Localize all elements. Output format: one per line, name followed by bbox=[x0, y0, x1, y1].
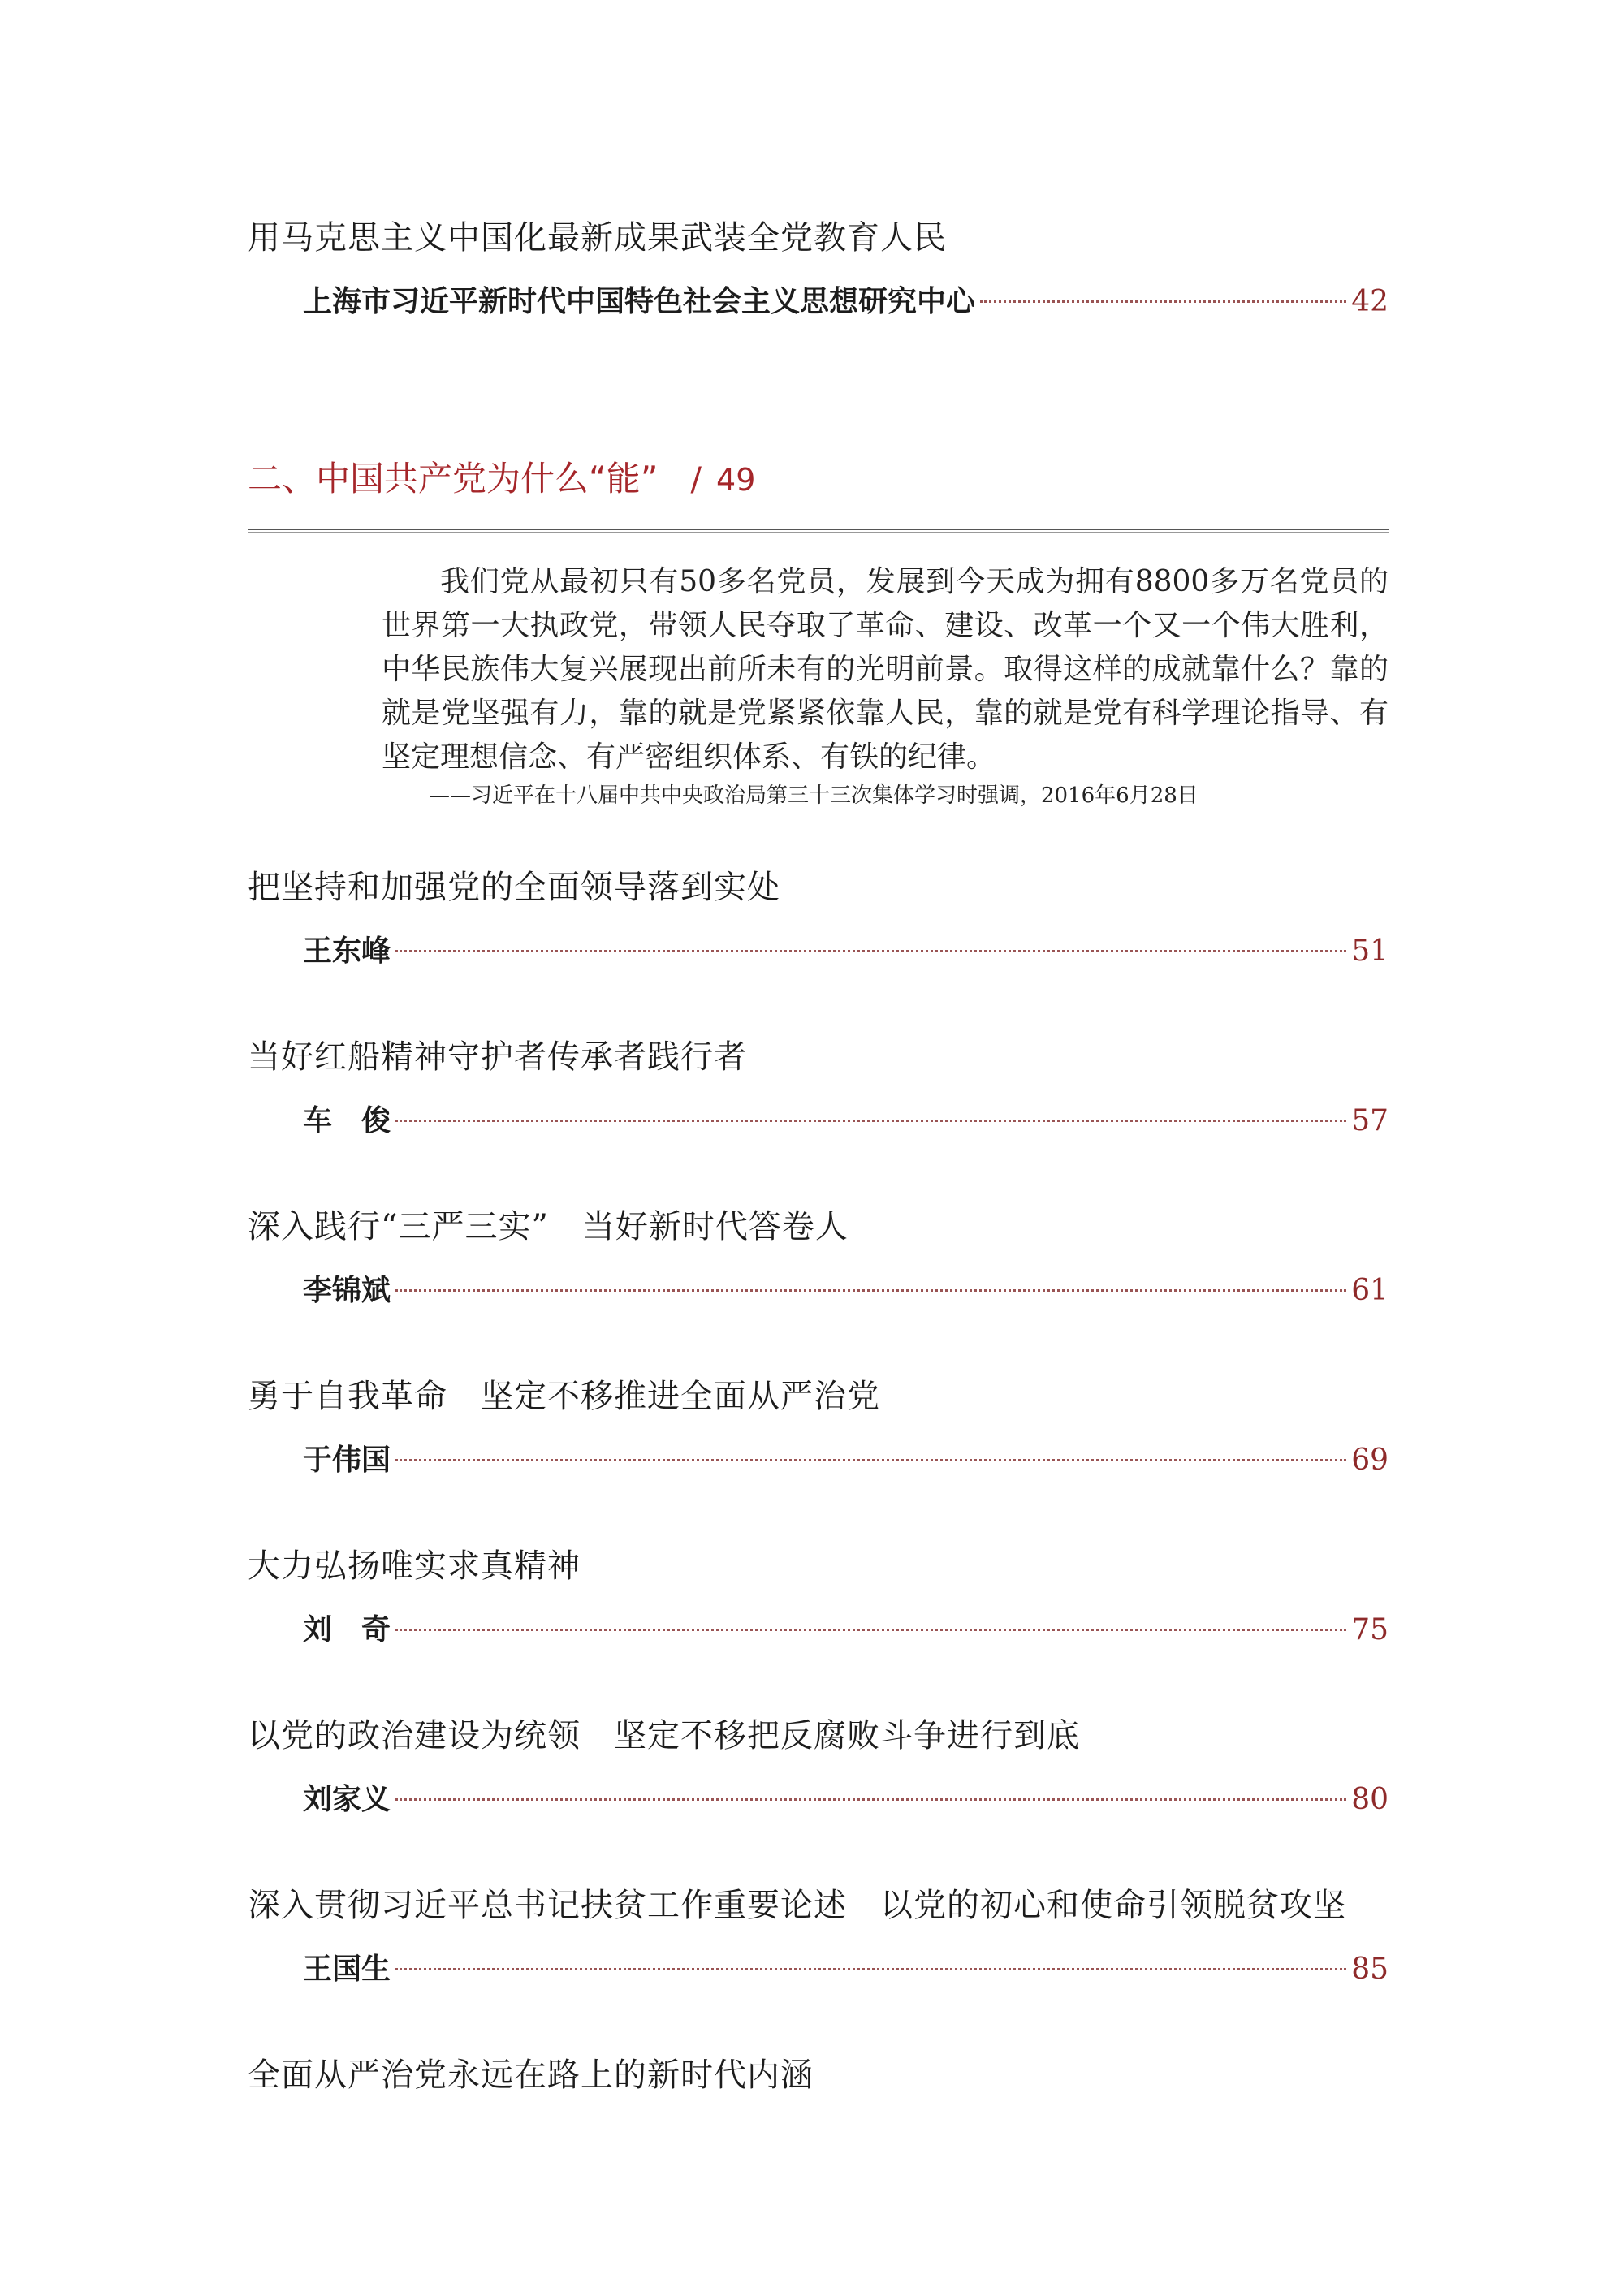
entry-author: 王东峰 bbox=[303, 934, 391, 968]
section-slash: / bbox=[690, 461, 702, 498]
entry-title: 深入贯彻习近平总书记扶贫工作重要论述 以党的初心和使命引领脱贫攻坚 bbox=[248, 1887, 1346, 1924]
entry-title: 以党的政治建设为统领 坚定不移把反腐败斗争进行到底 bbox=[248, 1717, 1080, 1754]
toc-entry[interactable] bbox=[248, 1716, 1389, 1816]
toc-entry[interactable] bbox=[248, 1206, 1389, 1307]
entry-page-number: 69 bbox=[1351, 1444, 1389, 1477]
entry-author-line bbox=[303, 1271, 1389, 1311]
entry-page-number: 51 bbox=[1351, 934, 1389, 968]
entry-author: 于伟国 bbox=[303, 1444, 391, 1477]
entry-title: 大力弘扬唯实求真精神 bbox=[248, 1547, 581, 1585]
toc-entry[interactable] bbox=[248, 1037, 1389, 1137]
quote-source: ——习近平在十八届中共中央政治局第三十三次集体学习时强调，2016年6月28日 bbox=[429, 783, 1199, 808]
entry-page-number: 57 bbox=[1351, 1104, 1389, 1137]
entry-author-line bbox=[303, 1610, 1389, 1651]
entry-title: 把坚持和加强党的全面领导落到实处 bbox=[248, 869, 780, 906]
entry-author: 车 俊 bbox=[303, 1104, 391, 1137]
entry-author-line bbox=[303, 1101, 1389, 1142]
section-heading[interactable] bbox=[248, 456, 755, 502]
entry-author: 刘家义 bbox=[303, 1783, 391, 1816]
section-divider-thin bbox=[248, 532, 1389, 533]
toc-entry[interactable] bbox=[248, 1885, 1389, 1986]
quote-text: 我们党从最初只有50多名党员，发展到今天成为拥有8800多万名党员的世界第一大执政党，带领人民夺取了革命、建设、改革一个又一个伟大胜利，中华民族伟大复兴展现出前所未有的光明前景。取得这样的成就靠什么？靠的就是党坚强有力，靠的就是党紧紧依靠人民，靠的就是党有科学理论指导、有坚定理想信念、有严密组织体系、有铁的纪律。 bbox=[382, 565, 1389, 774]
toc-entry[interactable] bbox=[248, 2055, 1389, 2095]
entry-author-line bbox=[303, 1440, 1389, 1481]
toc-entry[interactable] bbox=[248, 867, 1389, 968]
section-title: 二、中国共产党为什么“能” bbox=[248, 459, 659, 498]
entry-title: 当好红船精神守护者传承者践行者 bbox=[248, 1038, 747, 1076]
entry-title: 深入践行“三严三实” 当好新时代答卷人 bbox=[248, 1208, 849, 1245]
entry-title: 全面从严治党永远在路上的新时代内涵 bbox=[248, 2056, 814, 2094]
entry-page-number: 85 bbox=[1351, 1953, 1389, 1986]
entry-title: 用马克思主义中国化最新成果武装全党教育人民 bbox=[248, 219, 947, 257]
dot-leader bbox=[395, 950, 1346, 952]
dot-leader bbox=[395, 1798, 1346, 1801]
entry-author: 上海市习近平新时代中国特色社会主义思想研究中心 bbox=[303, 285, 976, 318]
section-page-number: 49 bbox=[716, 462, 756, 498]
entry-author-line bbox=[303, 282, 1389, 322]
entry-author-line bbox=[303, 1949, 1389, 1990]
dot-leader bbox=[395, 1968, 1346, 1970]
entry-page-number: 42 bbox=[1351, 285, 1389, 318]
section-divider bbox=[248, 529, 1389, 530]
entry-title: 勇于自我革命 坚定不移推进全面从严治党 bbox=[248, 1378, 880, 1415]
entry-author: 李锦斌 bbox=[303, 1274, 391, 1307]
entry-page-number: 61 bbox=[1351, 1274, 1389, 1307]
entry-author: 王国生 bbox=[303, 1953, 391, 1986]
dot-leader bbox=[980, 300, 1346, 303]
dot-leader bbox=[395, 1289, 1346, 1292]
toc-entry[interactable] bbox=[248, 1376, 1389, 1477]
toc-entry[interactable] bbox=[248, 1546, 1389, 1646]
entry-author-line bbox=[303, 931, 1389, 972]
dot-leader bbox=[395, 1120, 1346, 1122]
entry-page-number: 75 bbox=[1351, 1613, 1389, 1646]
entry-page-number: 80 bbox=[1351, 1783, 1389, 1816]
toc-entry[interactable] bbox=[248, 218, 1389, 318]
dot-leader bbox=[395, 1629, 1346, 1631]
entry-author: 刘 奇 bbox=[303, 1613, 391, 1646]
entry-author-line bbox=[303, 1780, 1389, 1820]
dot-leader bbox=[395, 1459, 1346, 1461]
epigraph-quote bbox=[382, 560, 1389, 812]
